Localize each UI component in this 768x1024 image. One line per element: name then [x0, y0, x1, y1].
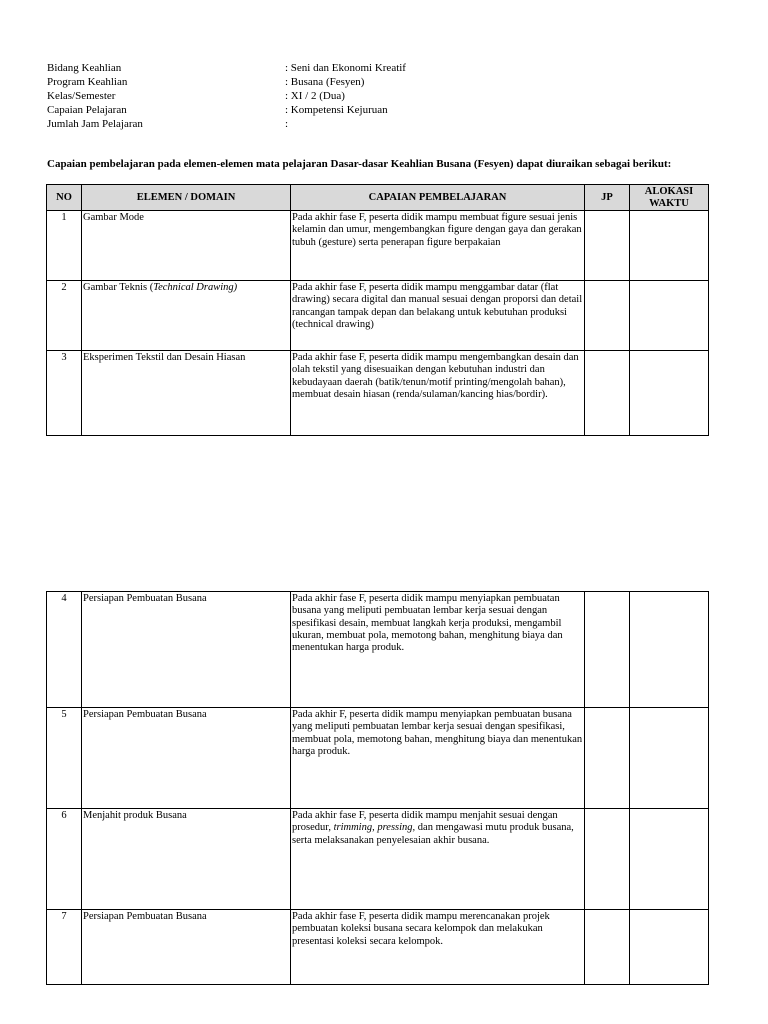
- cell-no: 5: [47, 708, 82, 809]
- info-label: Bidang Keahlian: [47, 62, 122, 74]
- cell-jp: [585, 281, 630, 351]
- cell-alokasi: [630, 211, 709, 281]
- cell-no: 1: [47, 211, 82, 281]
- header-alokasi-line1: ALOKASI: [644, 185, 694, 197]
- cell-capaian-text-end: dan mengawasi mutu produk busana, serta melaksanakan penyelesaian akhir busana.: [292, 822, 574, 846]
- info-value: :: [285, 118, 289, 130]
- info-label: Capaian Pelajaran: [47, 104, 127, 116]
- header-alokasi-line2: WAKTU: [649, 197, 689, 209]
- cell-capaian-italic: trimming, pressing,: [333, 822, 416, 834]
- info-row-program: [47, 75, 406, 89]
- cell-capaian: [291, 809, 585, 910]
- cell-alokasi: [630, 809, 709, 910]
- header-capaian: CAPAIAN PEMBELAJARAN: [291, 185, 585, 211]
- learning-outcomes-table: [46, 184, 709, 436]
- cell-no: 4: [47, 592, 82, 708]
- cell-jp: [585, 351, 630, 436]
- cell-jp: [585, 809, 630, 910]
- header-alokasi: [630, 185, 709, 211]
- info-row-bidang: [47, 61, 406, 75]
- info-row-jam: [47, 117, 406, 131]
- cell-elemen: Persiapan Pembuatan Busana: [82, 592, 291, 708]
- table-row: [47, 592, 709, 708]
- table-row: [47, 281, 709, 351]
- intro-paragraph: Capaian pembelajaran pada elemen-elemen mata pelajaran Dasar-dasar Keahlian Busana (Fesyen) dapat diuraikan sebagai berikut:: [47, 158, 672, 170]
- cell-elemen: Gambar Mode: [82, 211, 291, 281]
- cell-jp: [585, 211, 630, 281]
- cell-elemen: Eksperimen Tekstil dan Desain Hiasan: [82, 351, 291, 436]
- table-row: [47, 211, 709, 281]
- info-value: : XI / 2 (Dua): [285, 90, 345, 102]
- cell-elemen-text: Gambar Teknis (: [83, 282, 154, 293]
- cell-capaian: Pada akhir fase F, peserta didik mampu membuat figure sesuai jenis kelamin dan umur, mengembangkan figure dengan gaya dan gerakan tubuh (gesture) serta penerapan figure berpakaian: [291, 211, 585, 281]
- cell-alokasi: [630, 708, 709, 809]
- cell-jp: [585, 708, 630, 809]
- cell-no: 6: [47, 809, 82, 910]
- cell-capaian: Pada akhir fase F, peserta didik mampu menyiapkan pembuatan busana yang meliputi pembuatan lembar kerja sesuai dengan spesifikasi desain, membuat langkah kerja produksi, mengambil ukuran, membuat pola, memotong bahan, menghitung biaya dan menentukan harga produk.: [291, 592, 585, 708]
- info-label: Program Keahlian: [47, 76, 128, 88]
- info-row-capaian: [47, 103, 406, 117]
- header-jp: JP: [585, 185, 630, 211]
- cell-no: 7: [47, 910, 82, 985]
- cell-no: 2: [47, 281, 82, 351]
- cell-capaian-text: Pada akhir fase F, peserta didik mampu menjahit sesuai dengan prosedur,: [292, 810, 558, 834]
- cell-jp: [585, 910, 630, 985]
- identity-block: [47, 61, 406, 131]
- cell-elemen: [82, 281, 291, 351]
- cell-elemen: Persiapan Pembuatan Busana: [82, 910, 291, 985]
- header-elemen: ELEMEN / DOMAIN: [82, 185, 291, 211]
- header-no: NO: [47, 185, 82, 211]
- info-row-kelas: [47, 89, 406, 103]
- table-header-row: [47, 185, 709, 211]
- info-label: Kelas/Semester: [47, 90, 116, 102]
- info-value: : Seni dan Ekonomi Kreatif: [285, 62, 406, 74]
- learning-outcomes-table-continued: [46, 591, 709, 985]
- cell-elemen: Persiapan Pembuatan Busana: [82, 708, 291, 809]
- table-row: [47, 809, 709, 910]
- info-value: : Kompetensi Kejuruan: [285, 104, 388, 116]
- cell-alokasi: [630, 910, 709, 985]
- cell-capaian: Pada akhir F, peserta didik mampu menyiapkan pembuatan busana yang meliputi pembuatan lembar kerja sesuai dengan spesifikasi, membuat pola, memotong bahan, menghitung biaya dan menentukan harga produk.: [291, 708, 585, 809]
- table-row: [47, 351, 709, 436]
- table-row: [47, 910, 709, 985]
- cell-no: 3: [47, 351, 82, 436]
- cell-jp: [585, 592, 630, 708]
- cell-capaian: Pada akhir fase F, peserta didik mampu menggambar datar (flat drawing) secara digital dan manual sesuai dengan proporsi dan detail rancangan tampak depan dan belakang untuk kebutuhan produksi (technical drawing): [291, 281, 585, 351]
- cell-capaian: Pada akhir fase F, peserta didik mampu mengembangkan desain dan olah tekstil yang disesuaikan dengan kebutuhan industri dan kebudayaan daerah (batik/tenun/motif printing/mengolah bahan), membuat desain hiasan (renda/sulaman/kancing hias/bordir).: [291, 351, 585, 436]
- cell-elemen: Menjahit produk Busana: [82, 809, 291, 910]
- cell-capaian: Pada akhir fase F, peserta didik mampu merencanakan projek pembuatan koleksi busana secara kelompok dan melakukan presentasi koleksi secara kelompok.: [291, 910, 585, 985]
- cell-alokasi: [630, 351, 709, 436]
- cell-elemen-italic: Technical Drawing): [153, 282, 238, 293]
- info-label: Jumlah Jam Pelajaran: [47, 118, 143, 130]
- cell-alokasi: [630, 281, 709, 351]
- cell-alokasi: [630, 592, 709, 708]
- table-row: [47, 708, 709, 809]
- info-value: : Busana (Fesyen): [285, 76, 365, 88]
